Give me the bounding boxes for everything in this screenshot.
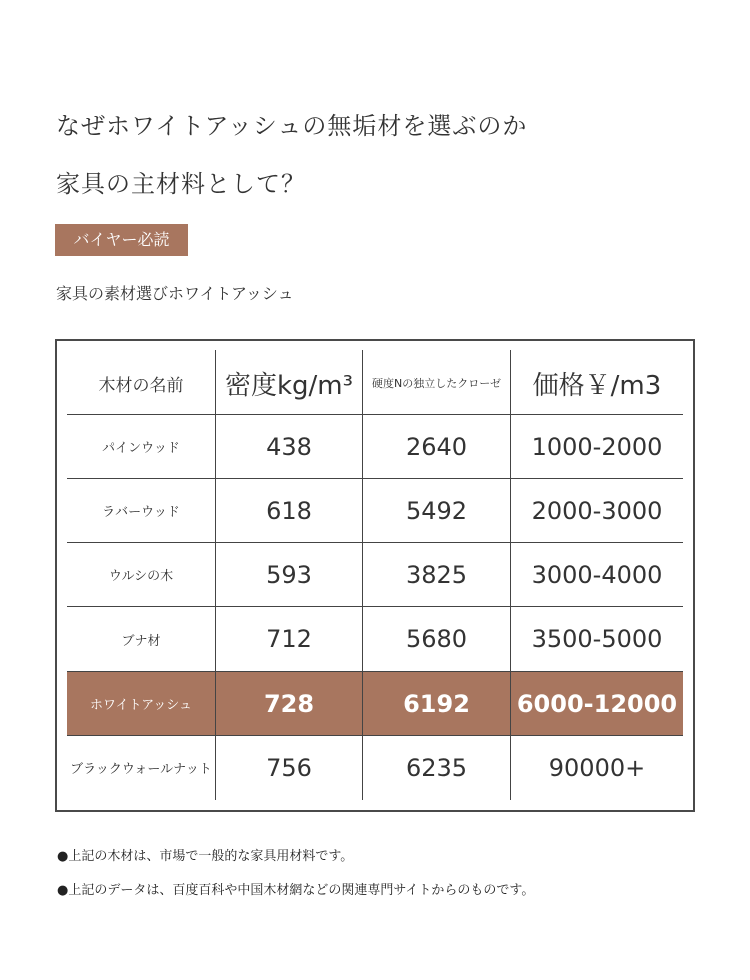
hardness-cell: 3825 [405,560,468,589]
price-cell: 3500-5000 [531,625,663,653]
price-cell: 1000-2000 [531,432,663,461]
hardness-cell: 2640 [405,432,468,461]
header-hardness: 硬度Nの独立したクローゼ [371,377,501,390]
hardness-cell-highlighted: 6192 [403,689,470,718]
header-wood-name: 木材の名前 [98,375,184,396]
wood-name-cell: ブナ材 [121,633,161,649]
density-cell: 593 [266,560,312,589]
density-cell: 618 [266,496,312,525]
hardness-cell: 5492 [405,496,468,525]
price-cell: 3000-4000 [531,560,663,589]
wood-name-cell: パインウッド [102,441,180,456]
page-title-line-2: 家具の主材料として？ [56,170,306,198]
footnote-2: ●上記のデータは、百度百科や中国木材網などの関連専門サイトからのものです。 [57,883,535,898]
hardness-cell: 6235 [405,753,468,782]
section-subtitle: 家具の素材選びホワイトアッシュ [56,284,294,303]
footnote-1: ●上記の木材は、市場で一般的な家具用材料です。 [57,849,354,864]
density-cell: 756 [266,753,312,782]
density-cell: 438 [266,432,312,461]
hardness-cell: 5680 [405,625,468,653]
buyer-must-read-badge: バイヤー必読 [55,224,188,256]
price-cell: 2000-3000 [531,496,663,525]
price-cell-highlighted: 6000-12000 [516,689,678,718]
page-title-line-1: なぜホワイトアッシュの無垢材を選ぶのか [56,112,528,140]
density-cell: 712 [266,625,312,653]
wood-name-cell-highlighted: ホワイトアッシュ [89,698,193,713]
wood-name-cell: ウルシの木 [108,569,174,584]
density-cell-highlighted: 728 [263,689,315,718]
wood-name-cell: ラバーウッド [102,505,180,520]
wood-name-cell: ブラックウォールナット [70,762,212,777]
price-cell: 90000+ [548,753,646,782]
header-density: 密度kg/m³ [224,370,354,401]
header-price: 価格￥/m3 [532,370,662,401]
